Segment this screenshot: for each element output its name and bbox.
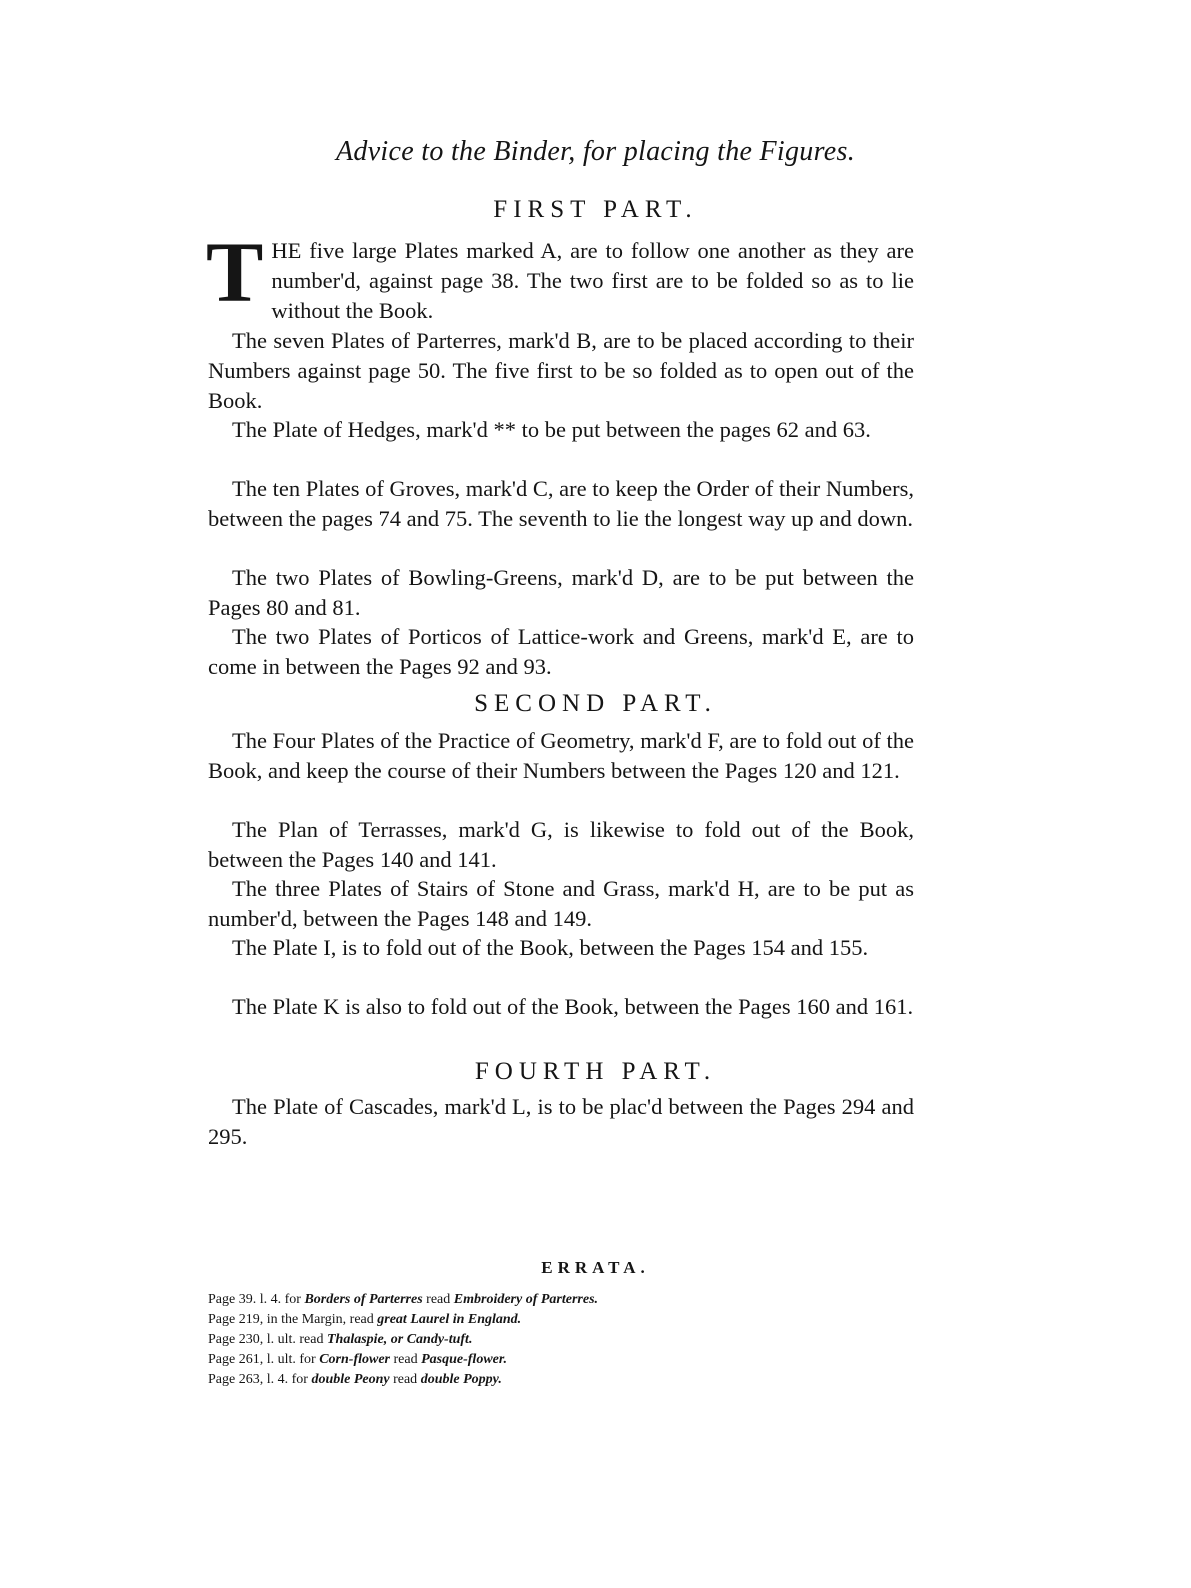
paragraph-text: HE five large Plates marked A, are to follow one another as they are number'd, against page 38. The two first are to be folded so as to lie without the Book. bbox=[271, 238, 914, 323]
errata-ref: Page 39. l. 4. for bbox=[208, 1292, 301, 1307]
paragraph: The two Plates of Porticos of Lattice-work and Greens, mark'd E, are to come in between the Pages 92 and 93. bbox=[208, 624, 914, 679]
part-heading-fourth: FOURTH PART. bbox=[474, 1058, 717, 1085]
errata-heading: ERRATA. bbox=[541, 1258, 650, 1277]
errata-read: read bbox=[393, 1352, 418, 1367]
paragraph: The three Plates of Stairs of Stone and Grass, mark'd H, are to be put as number'd, between the Pages 148 and 149. bbox=[208, 876, 914, 931]
part-heading-second: SECOND PART. bbox=[474, 690, 717, 717]
errata-right: double Poppy. bbox=[420, 1372, 502, 1387]
paragraph: The Plate I, is to fold out of the Book, between the Pages 154 and 155. bbox=[232, 935, 869, 960]
errata-wrong: double Peony bbox=[311, 1372, 390, 1387]
errata-item bbox=[208, 1330, 808, 1350]
paragraph: The Plate of Hedges, mark'd ** to be put between the pages 62 and 63. bbox=[232, 417, 871, 442]
errata-ref: Page 261, l. ult. for bbox=[208, 1352, 316, 1367]
paragraph: The seven Plates of Parterres, mark'd B, are to be placed according to their Numbers against page 50. The five first to be so folded as to open out of the Book. bbox=[208, 328, 914, 413]
errata-item bbox=[208, 1310, 808, 1330]
errata-ref: Page 263, l. 4. for bbox=[208, 1372, 308, 1387]
errata-right: Thalaspie, or Candy-tuft. bbox=[326, 1332, 473, 1347]
part-heading-first: FIRST PART. bbox=[493, 196, 698, 223]
paragraph: The Plan of Terrasses, mark'd G, is likewise to fold out of the Book, between the Pages 140 and 141. bbox=[208, 817, 914, 872]
errata-read: read bbox=[426, 1292, 451, 1307]
page-title: Advice to the Binder, for placing the Figures. bbox=[336, 136, 855, 167]
errata-ref: Page 230, l. ult. read bbox=[208, 1332, 324, 1347]
paragraph: The Four Plates of the Practice of Geometry, mark'd F, are to fold out of the Book, and keep the course of their Numbers between the Pages 120 and 121. bbox=[208, 728, 914, 783]
errata-item bbox=[208, 1290, 808, 1310]
errata-list bbox=[208, 1290, 808, 1390]
errata-right: Embroidery of Parterres. bbox=[453, 1292, 599, 1307]
errata-ref: Page 219, in the Margin, read bbox=[208, 1312, 374, 1327]
paragraph: The two Plates of Bowling-Greens, mark'd D, are to be put between the Pages 80 and 81. bbox=[208, 565, 914, 620]
errata-wrong: Corn-flower bbox=[319, 1352, 391, 1367]
paragraph: The Plate of Cascades, mark'd L, is to be plac'd between the Pages 294 and 295. bbox=[208, 1094, 914, 1149]
paragraph bbox=[206, 224, 914, 326]
errata-wrong: Borders of Parterres bbox=[304, 1292, 423, 1307]
paragraph: The Plate K is also to fold out of the Book, between the Pages 160 and 161. bbox=[232, 994, 914, 1019]
errata-item bbox=[208, 1370, 808, 1390]
drop-cap: T bbox=[206, 224, 264, 320]
errata-item bbox=[208, 1350, 808, 1370]
errata-read: read bbox=[393, 1372, 418, 1387]
paragraph: The ten Plates of Groves, mark'd C, are to keep the Order of their Numbers, between the pages 74 and 75. The seventh to lie the longest way up and down. bbox=[208, 476, 914, 531]
errata-right: great Laurel in England. bbox=[377, 1312, 522, 1327]
errata-right: Pasque-flower. bbox=[421, 1352, 508, 1367]
